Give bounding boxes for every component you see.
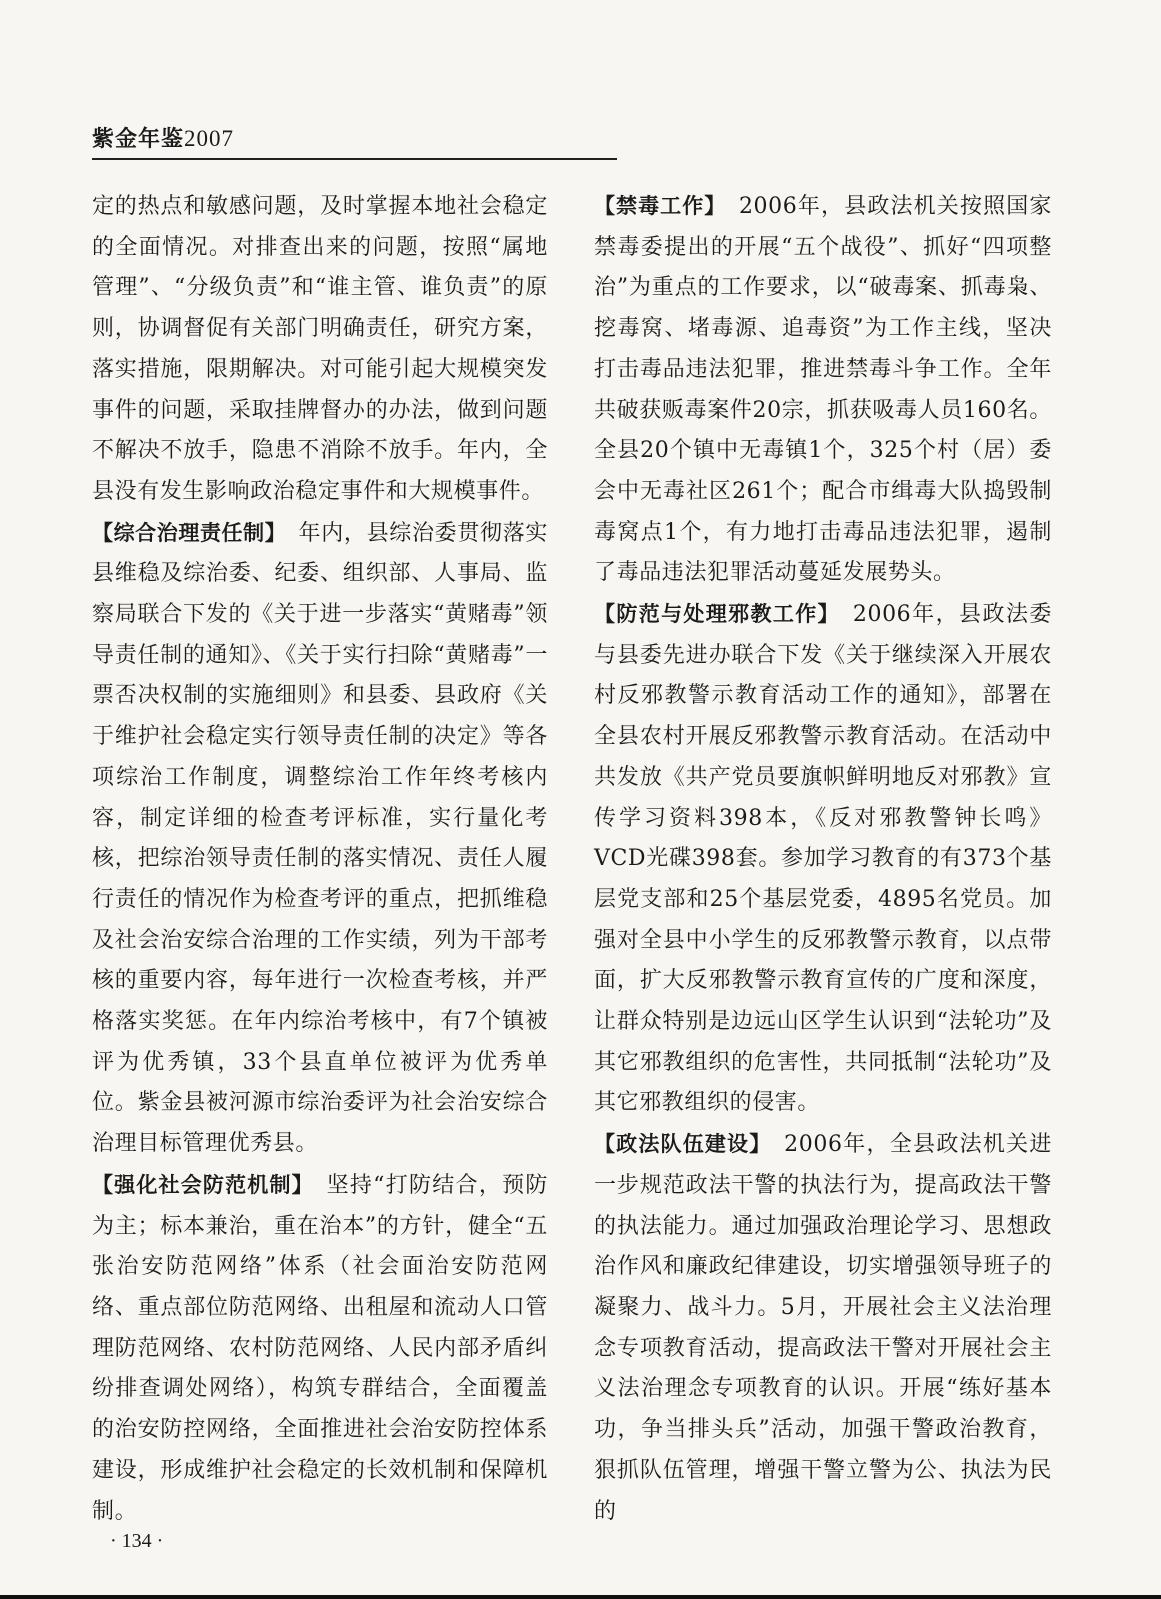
right-column: [594, 186, 1052, 1532]
paragraph-text: 2006年，县政法机关按照国家禁毒委提出的开展“五个战役”、抓好“四项整治”为重点的工作要求，以“破毒案、抓毒枭、挖毒窝、堵毒源、追毒资”为工作主线，坚决打击毒品违法犯罪，推进禁毒斗争工作。全年共破获贩毒案件20宗，抓获吸毒人员160名。全县20个镇中无毒镇1个，325个村（居）委会中无毒社区261个；配合市缉毒大队捣毁制毒窝点1个，有力地打击毒品违法犯罪，遏制了毒品违法犯罪活动蔓延发展势头。: [594, 194, 1053, 586]
paragraph-text: 2006年，全县政法机关进一步规范政法干警的执法行为，提高政法干警的执法能力。通过加强政治理论学习、思想政治作风和廉政纪律建设，切实增强领导班子的凝聚力、战斗力。5月，开展社会主义法治理念专项教育活动，提高政法干警对开展社会主义法治理念专项教育的认识。开展“练好基本功，争当排头兵”活动，加强干警政治教育，狠抓队伍管理，增强干警立警为公、执法为民的: [594, 1132, 1053, 1524]
section-heading: 【综合治理责任制】: [92, 520, 276, 545]
paragraph: [92, 1165, 548, 1532]
paragraph-text: 2006年，县政法委与县委先进办联合下发《关于继续深入开展农村反邪教警示教育活动工作的通知》，部署在全县农村开展反邪教警示教育活动。在活动中共发放《共产党员要旗帜鲜明地反对邪教》宣传学习资料398本，《反对邪教警钟长鸣》VCD光碟398套。参加学习教育的有373个基层党支部和25个基层党委，4895名党员。加强对全县中小学生的反邪教警示教育，以点带面，扩大反邪教警示教育宣传的广度和深度，让群众特别是边远山区学生认识到“法轮功”及其它邪教组织的危害性，共同抵制“法轮功”及其它邪教组织的侵害。: [594, 602, 1053, 1116]
left-column: [92, 186, 548, 1532]
header-title: 紫金年鉴: [92, 127, 185, 152]
header-rule: [92, 158, 617, 160]
section-heading: 【政法队伍建设】: [594, 1132, 761, 1157]
header-year: 2007: [184, 126, 235, 151]
paragraph-text: 坚持“打防结合，预防为主；标本兼治，重在治本”的方针，健全“五张治安防范网络”体系（社会面治安防范网络、重点部位防范网络、出租屋和流动人口管理防范网络、农村防范网络、人民内部矛盾纠纷排查调处网络），构筑专群结合，全面覆盖的治安防控网络，全面推进社会治安防控体系建设，形成维护社会稳定的长效机制和保障机制。: [92, 1172, 548, 1524]
section-heading: 【禁毒工作】: [594, 194, 716, 218]
paragraph-text: 定的热点和敏感问题，及时掌握本地社会稳定的全面情况。对排查出来的问题，按照“属地管理”、“分级负责”和“谁主管、谁负责”的原则，协调督促有关部门明确责任，研究方案，落实措施，限期解决。对可能引起大规模突发事件的问题，采取挂牌督办的办法，做到问题不解决不放手，隐患不消除不放手。年内，全县没有发生影响政治稳定事件和大规模事件。: [92, 194, 548, 504]
paragraph: [594, 186, 1052, 594]
paragraph: [594, 1124, 1052, 1532]
scan-edge: [0, 1595, 1161, 1599]
paragraph-text: 年内，县综治委贯彻落实县维稳及综治委、纪委、组织部、人事局、监察局联合下发的《关于进一步落实“黄赌毒”领导责任制的通知》、《关于实行扫除“黄赌毒”一票否决权制的实施细则》和县委、县政府《关于维护社会稳定实行领导责任制的决定》等各项综治工作制度，调整综治工作年终考核内容，制定详细的检查考评标准，实行量化考核，把综治领导责任制的落实情况、责任人履行责任的情况作为检查考评的重点，把抓维稳及社会治安综合治理的工作实绩，列为干部考核的重要内容，每年进行一次检查考核，并严格落实奖惩。在年内综治考核中，有7个镇被评为优秀镇，33个县直单位被评为优秀单位。紫金县被河源市综治委评为社会治安综合治理目标管理优秀县。: [92, 520, 549, 1157]
paragraph: [92, 513, 548, 1165]
page-number: · 134 ·: [110, 1530, 164, 1552]
paragraph: [594, 594, 1052, 1124]
section-heading: 【强化社会防范机制】: [92, 1172, 304, 1197]
paragraph: [92, 186, 548, 513]
running-header: [92, 122, 234, 153]
section-heading: 【防范与处理邪教工作】: [594, 602, 830, 627]
